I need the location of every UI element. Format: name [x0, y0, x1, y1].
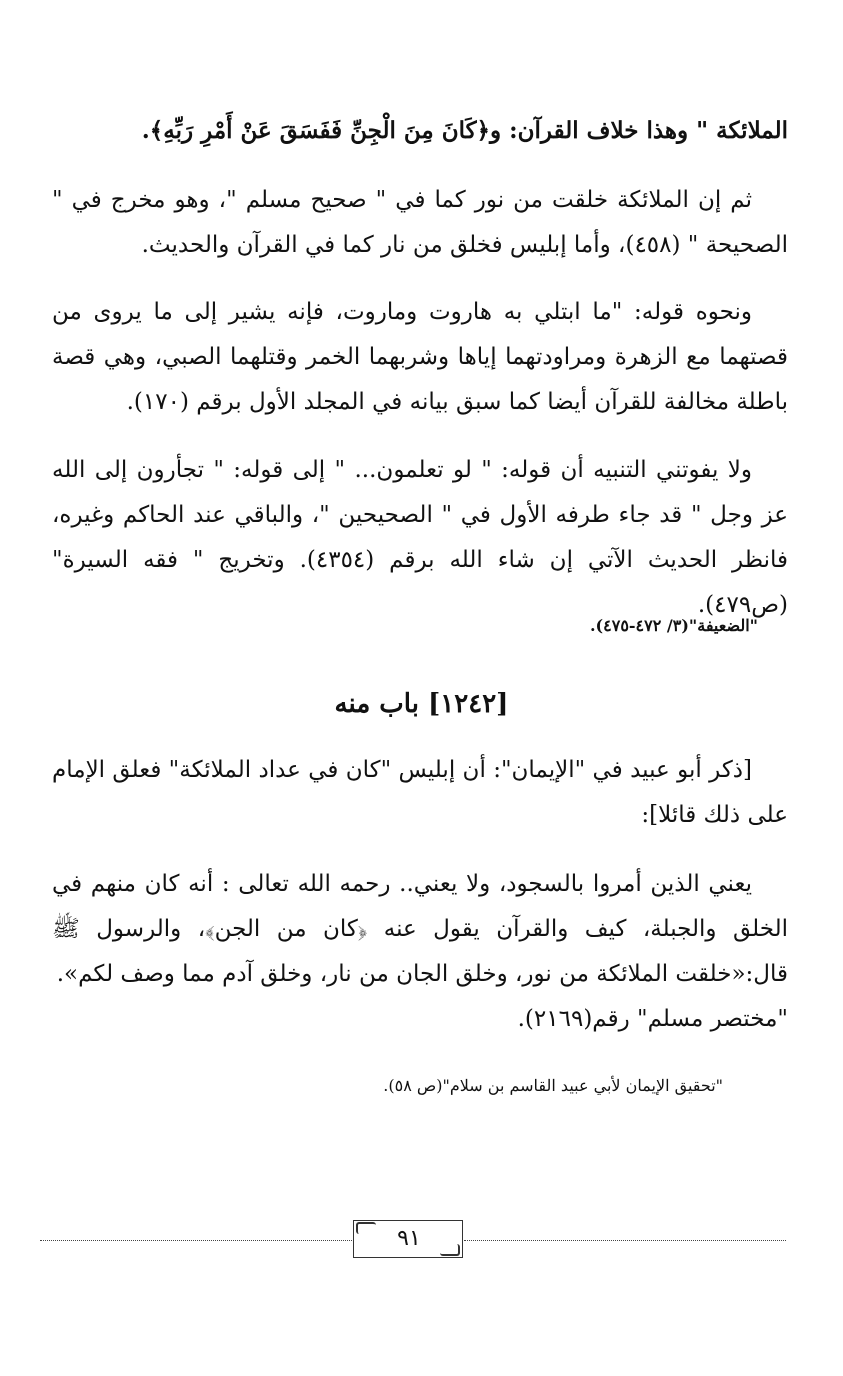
page-number-frame: [353, 1220, 463, 1258]
paragraph-angels-creation: ثم إن الملائكة خلقت من نور كما في " صحيح مسلم "، وهو مخرج في " الصحيحة " (٤٥٨)، وأما إبليس فخلق من نار كما في القرآن والحديث.: [52, 187, 788, 258]
source-reference-daifa: "الضعيفة"(٣/ ٤٧٢-٤٧٥).: [589, 616, 758, 635]
paragraph-harut-marut: ونحوه قوله: "ما ابتلي به هاروت وماروت، فإنه يشير إلى ما يروى من قصتهما مع الزهرة ومراودتهما إياها وشربهما الخمر وقتلهما الصبي، وهي قصة باطلة مخالفة للقرآن أيضا كما سبق بيانه في المجلد الأول برقم (١٧٠).: [52, 299, 788, 415]
footer-divider-right: [464, 1240, 786, 1241]
section-heading: [١٢٤٢] باب منه: [334, 689, 509, 719]
paragraph-explanation: يعني الذين أمروا بالسجود، ولا يعني.. رحمه الله تعالى : أنه كان منهم في الخلق والجبلة، كيف والقرآن يقول عنه ﴿كان من الجن﴾، والرسول ﷺ قال:«خلقت الملائكة من نور، وخلق الجان من نار، وخلق آدم مما وصف لكم».: [52, 871, 788, 987]
continuation-line: الملائكة " وهذا خلاف القرآن: و﴿كَانَ مِنَ الْجِنِّ فَفَسَقَ عَنْ أَمْرِ رَبِّهِ﴾.: [141, 117, 788, 144]
footer-divider-left: [40, 1240, 352, 1241]
paragraph-abu-ubaid: [ذكر أبو عبيد في "الإيمان": أن إبليس "كان في عداد الملائكة" فعلق الإمام على ذلك قائلا]:: [52, 757, 788, 828]
page-number: ٩١: [397, 1226, 421, 1251]
paragraph-hadith-note: ولا يفوتني التنبيه أن قوله: " لو تعلمون... " إلى قوله: " تجأرون إلى الله عز وجل " قد جاء طرفه الأول في " الصحيحين "، والباقي عند الحاكم وغيره، فانظر الحديث الآتي إن شاء الله برقم (٤٣٥٤). وتخريج " فقه السيرة" (ص٤٧٩).: [52, 457, 788, 618]
citation-mukhtasar-muslim: "مختصر مسلم" رقم(٢١٦٩).: [517, 1006, 788, 1032]
source-reference-tahqiq: "تحقيق الإيمان لأبي عبيد القاسم بن سلام"(ص ٥٨).: [383, 1076, 723, 1095]
